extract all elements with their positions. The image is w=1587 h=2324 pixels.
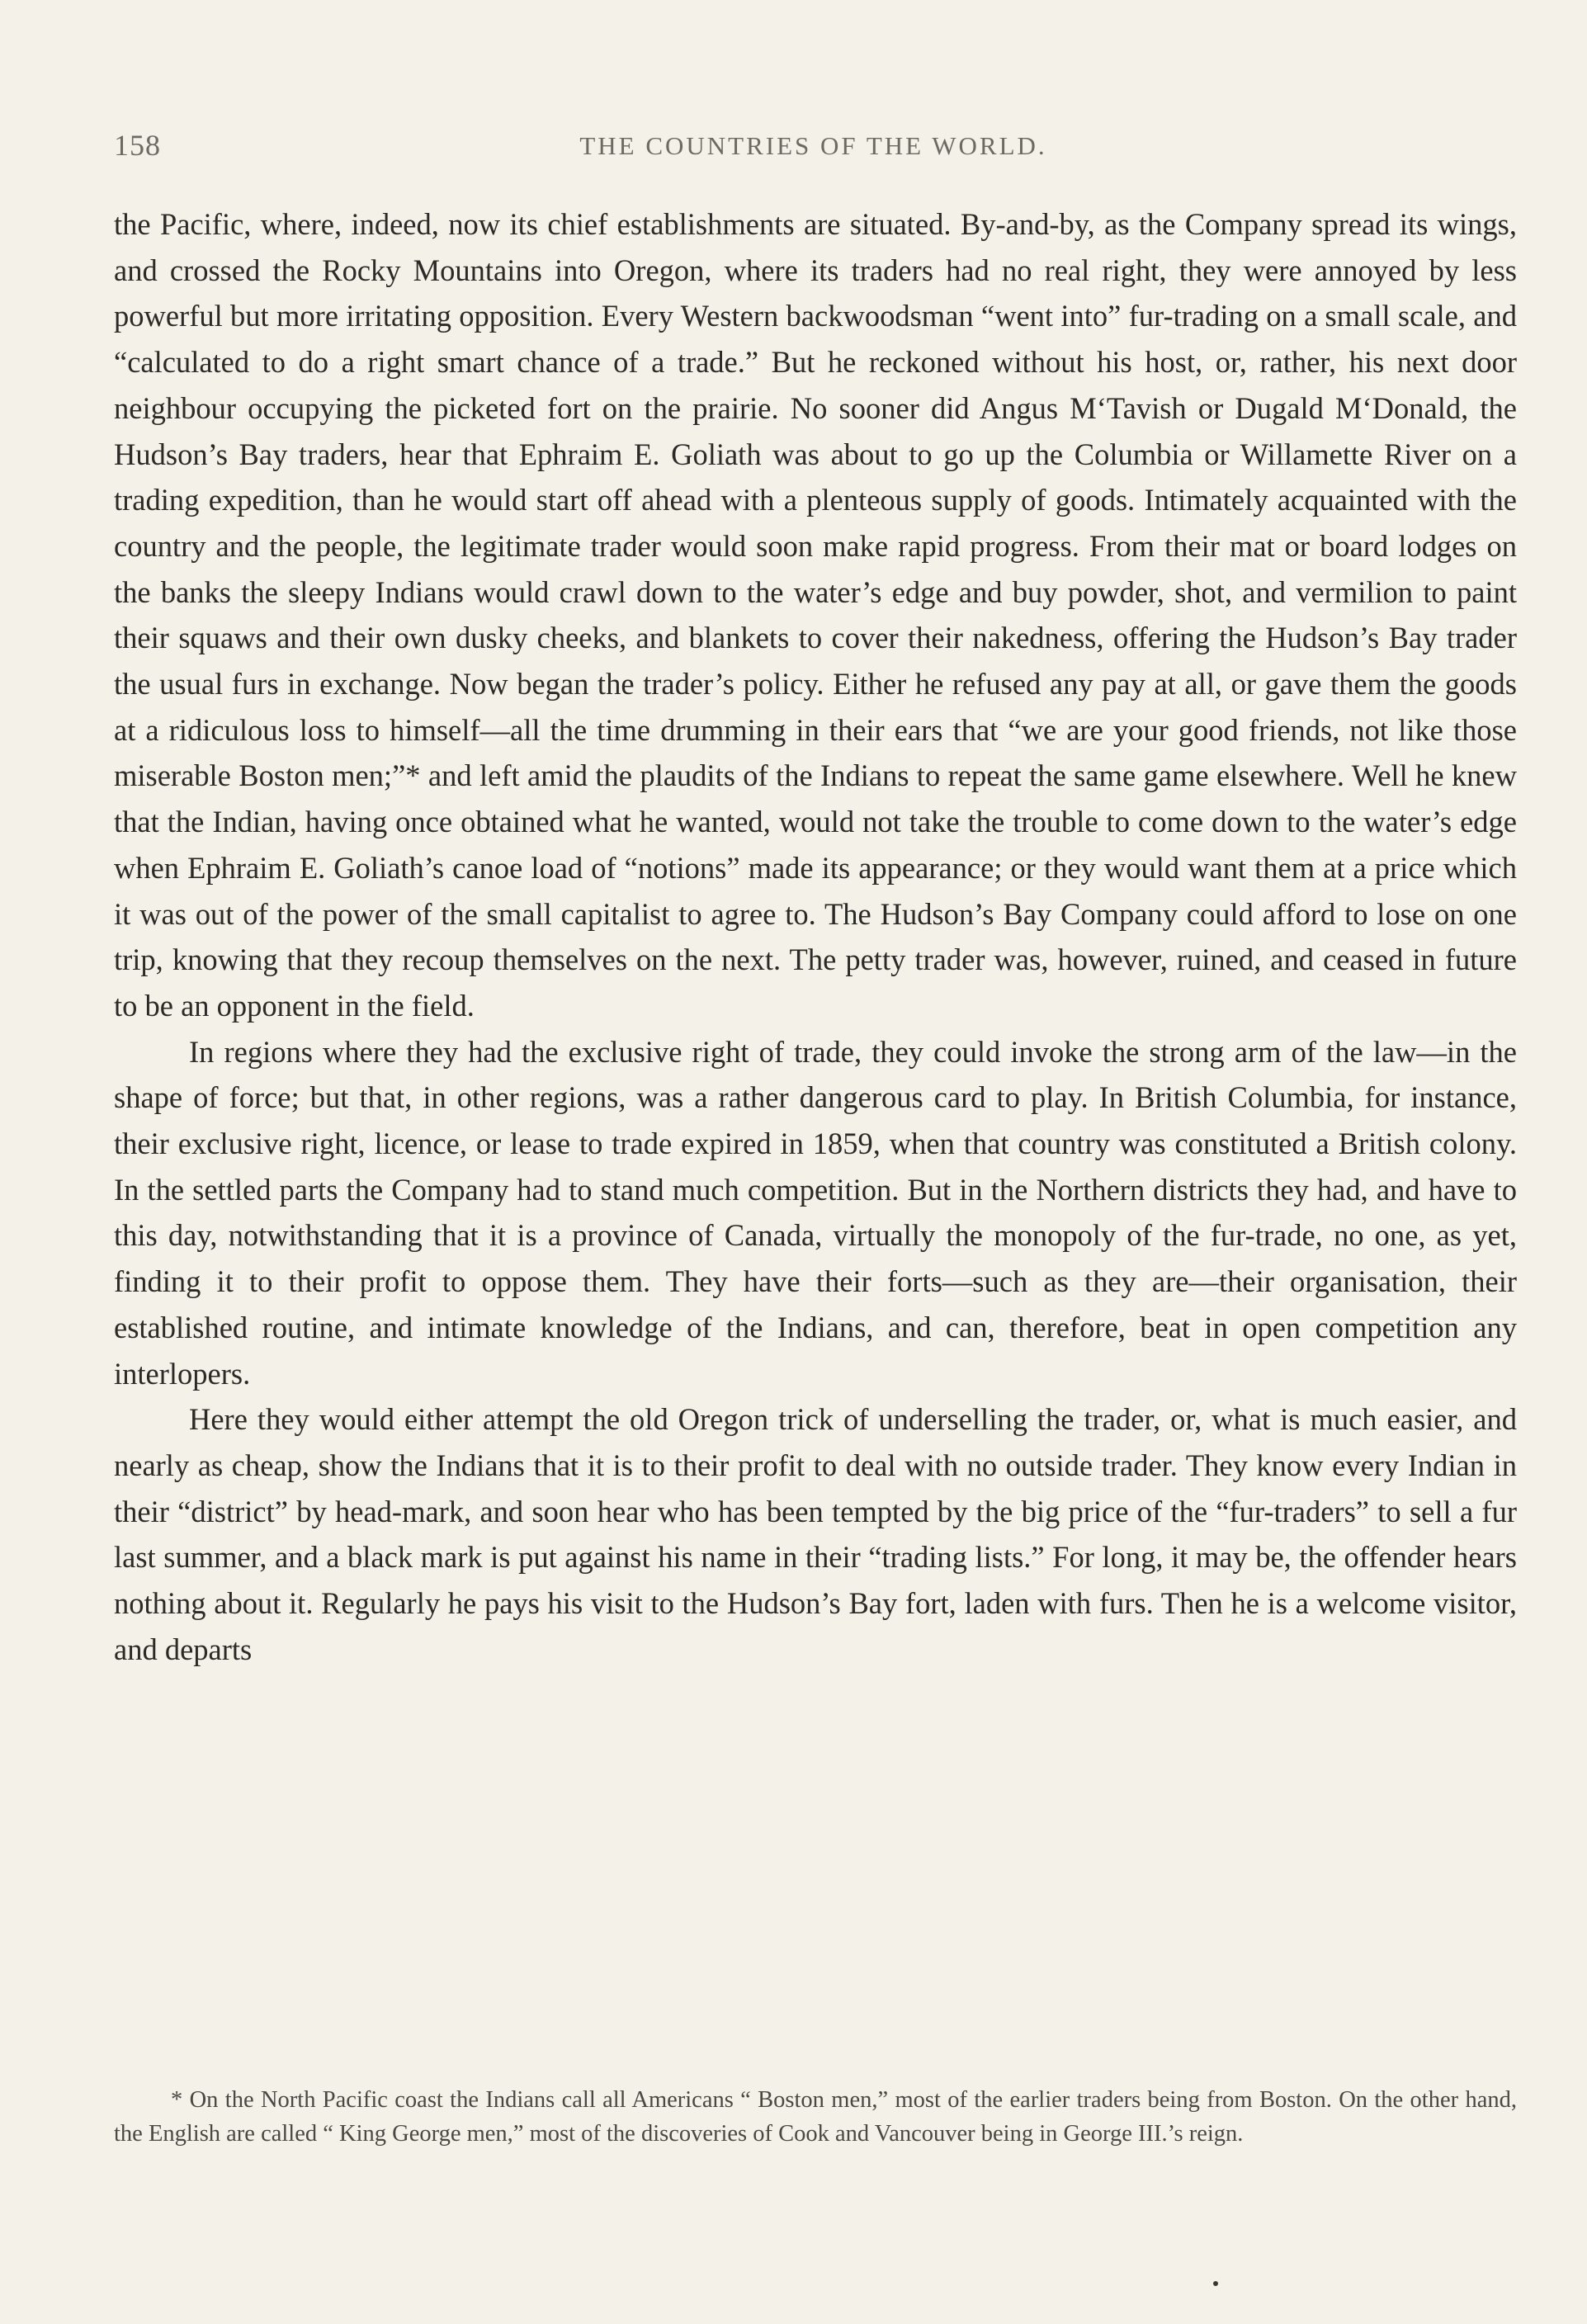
printer-mark [1213,2281,1218,2286]
paragraph-2: In regions where they had the exclusive right of trade, they could invoke the strong arm of the law—in the shape of force; but that, in other regions, was a rather dangerous card to play. In British Columbia, for instance, their exclusive right, licence, or lease to trade expired in 1859, when that country was constituted a British colony. In the settled parts the Company had to stand much competition. But in the Northern districts they had, and have to this day, notwithstanding that it is a province of Canada, virtually the monopoly of the fur-trade, no one, as yet, finding it to their profit to oppose them. They have their forts—such as they are—their organisation, their established routine, and intimate knowledge of the Indians, and can, therefore, beat in open competition any interlopers. [114,1034,1517,1391]
footnote: * On the North Pacific coast the Indians call all Americans “ Boston men,” most of the earlier traders being from Boston. On the other hand, the English are called “ King George men,” most of the discoveries of Cook and Vancouver being in George III.’s reign. [114,2087,1517,2147]
running-header [114,128,1513,169]
body-text [114,201,1517,1673]
running-title: THE COUNTRIES OF THE WORLD. [579,131,1047,160]
paragraph-3: Here they would either attempt the old Oregon trick of underselling the trader, or, what is much easier, and nearly as cheap, show the Indians that it is to their profit to deal with no outside trader. They know every Indian in their “district” by head-mark, and soon hear who has been tempted by the big price of the “fur-traders” to sell a fur last summer, and a black mark is put against his name in their “trading lists.” For long, it may be, the offender hears nothing about it. Regularly he pays his visit to the Hudson’s Bay fort, laden with furs. Then he is a welcome visitor, and departs [114,1402,1517,1666]
page-number: 158 [114,129,161,162]
paragraph-1: the Pacific, where, indeed, now its chief establishments are situated. By-and-by, as the Company spread its wings, and crossed the Rocky Mountains into Oregon, where its traders had no real right, they were annoyed by less powerful but more irritating opposition. Every Western backwoodsman “went into” fur-trading on a small scale, and “calculated to do a right smart chance of a trade.” But he reckoned without his host, or, rather, his next door neighbour occupying the picketed fort on the prairie. No sooner did Angus M‘Tavish or Dugald M‘Donald, the Hudson’s Bay traders, hear that Ephraim E. Goliath was about to go up the Columbia or Willamette River on a trading expedition, than he would start off ahead with a plenteous supply of goods. Intimately acquainted with the country and the people, the legitimate trader would soon make rapid progress. From their mat or board lodges on the banks the sleepy Indians would crawl down to the water’s edge and buy powder, shot, and vermilion to paint their squaws and their own dusky cheeks, and blankets to cover their nakedness, offering the Hudson’s Bay trader the usual furs in exchange. Now began the trader’s policy. Either he refused any pay at all, or gave them the goods at a ridiculous loss to himself—all the time drumming in their ears that “we are your good friends, not like those miserable Boston men;”* and left amid the plaudits of the Indians to repeat the same game elsewhere. Well he knew that the Indian, having once obtained what he wanted, would not take the trouble to come down to the water’s edge when Ephraim E. Goliath’s canoe load of “notions” made its appearance; or they would want them at a price which it was out of the power of the small capitalist to agree to. The Hudson’s Bay Company could afford to lose on one trip, knowing that they recoup themselves on the next. The petty trader was, however, ruined, and ceased in future to be an opponent in the field. [114,207,1517,1023]
